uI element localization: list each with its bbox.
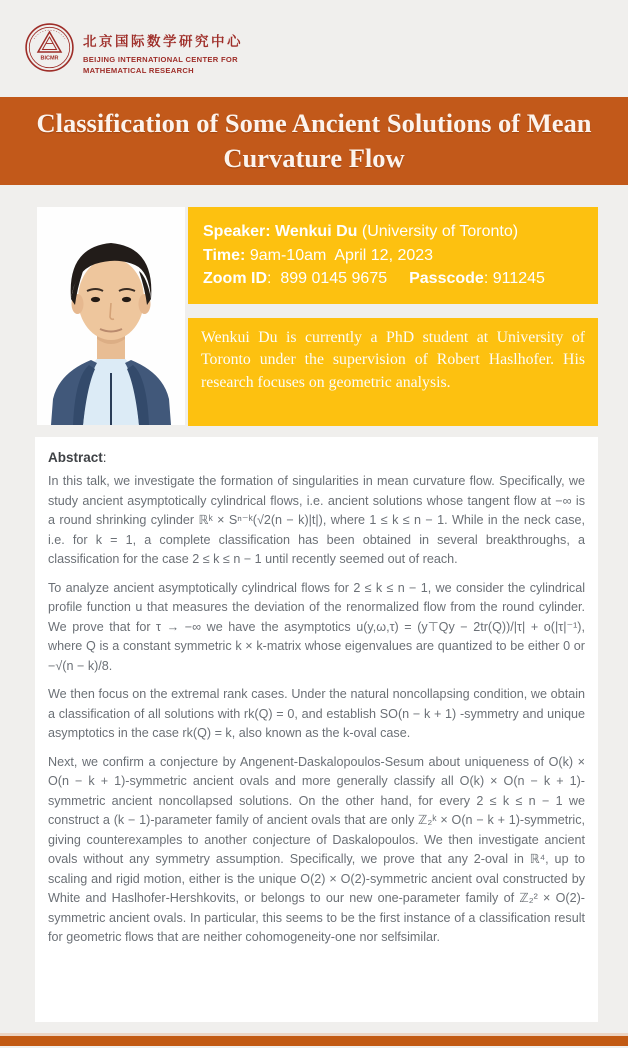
- passcode-label: Passcode: [409, 270, 484, 288]
- organization-name: [83, 30, 243, 76]
- logo-text: BICMR: [40, 55, 59, 62]
- org-name-english: [83, 54, 243, 76]
- zoom-id-value: : 899 0145 9675: [267, 270, 388, 288]
- org-name-chinese: 北京国际数学研究中心: [83, 34, 243, 50]
- talk-title: Classification of Some Ancient Solutions of Mean Curvature Flow: [36, 108, 592, 173]
- abstract-paragraph-3: We then focus on the extremal rank cases. Under the natural noncollapsing condition, we obtain a classification of all solutions with rk(Q) = 0, and establish SO(n − k + 1) -symmetry and unique asymptotics in the case rk(Q) = k, also known as the k-oval case.: [48, 687, 585, 741]
- abstract-heading: [48, 450, 585, 465]
- abstract-paragraph-4: Next, we confirm a conjecture by Angenent-Daskalopoulos-Sesum about uniqueness of O(k) × O(n − k + 1)-symmetric ancient ovals and more generally classify all O(k) × O(n − k + 1)-symmetric ancient noncollapsed solutions. On the other hand, for every 2 ≤ k ≤ n − 1 we construct a (k − 1)-parameter family of ancient ovals that are only ℤ₂ᵏ × O(n − k + 1)-symmetric, giving counterexamples to another conjecture of Daskalopoulos. We then investigate ancient ovals without any symmetry assumption. Specifically, we prove that any 2-oval in ℝ⁴, up to scaling and rigid motion, either is the unique O(2) × O(2)-symmetric ancient oval constructed by White and Haslhofer-Hershkovits, or belongs to our new one-parameter family of ℤ₂² × O(2)-symmetric ancient ovals. In particular, this seems to be the first instance of a classification result for geometric flows that are neither cohomogeneity-one nor selfsimilar.: [48, 754, 585, 945]
- abstract-section: [35, 437, 598, 1022]
- zoom-line: [203, 267, 583, 291]
- time-label: Time:: [203, 246, 246, 264]
- title-band: [0, 97, 628, 185]
- speaker-line: [203, 220, 583, 244]
- time-value: 9am-10am April 12, 2023: [245, 246, 434, 264]
- footer-orange-band: [0, 1036, 628, 1046]
- bicmr-seal-logo: [25, 23, 74, 72]
- speaker-label: Speaker: Wenkui Du: [203, 223, 358, 240]
- speaker-info-box: [188, 207, 598, 304]
- time-line: [203, 244, 583, 268]
- org-name-english-line2: MATHEMATICAL RESEARCH: [83, 66, 194, 75]
- speaker-bio-text: Wenkui Du is currently a PhD student at University of Toronto under the supervision of Robert Haslhofer. His research focuses on geometric analysis.: [201, 329, 585, 391]
- abstract-heading-colon: :: [102, 450, 107, 465]
- speaker-photo: [37, 207, 185, 425]
- abstract-heading-word: Abstract: [48, 450, 103, 465]
- header: [0, 0, 628, 97]
- speaker-portrait-illustration: [37, 207, 185, 425]
- org-name-english-line1: BEIJING INTERNATIONAL CENTER FOR: [83, 55, 238, 64]
- bicmr-seal-icon: [25, 23, 74, 72]
- passcode-value: : 911245: [483, 270, 545, 288]
- zoom-id-label: Zoom ID: [203, 270, 267, 288]
- speaker-bio-box: [188, 318, 598, 426]
- abstract-paragraph-1: In this talk, we investigate the formation of singularities in mean curvature flow. Specifically, we study ancient asymptotically cylindrical flows, i.e. ancient solutions whose tangent flow at −∞ is a round shrinking cylinder ℝᵏ × Sⁿ⁻ᵏ(√2(n − k)|t|), where 1 ≤ k ≤ n − 1. While in the neck case, i.e. for k = 1, a complete classification has been obtained in several breakthroughs, a classification for the case 2 ≤ k ≤ n − 1 until recently seemed out of reach.: [48, 474, 585, 567]
- speaker-affiliation: (University of Toronto): [357, 223, 519, 240]
- abstract-paragraph-2: To analyze ancient asymptotically cylindrical flows for 2 ≤ k ≤ n − 1, we consider the cylindrical profile function u that measures the deviation of the renormalized flow from the round cylinder. We prove that for τ → −∞ we have the asymptotics u(y,ω,τ) = (y⊤Qy − 2tr(Q))/|τ| + o(|τ|⁻¹), where Q is a constant symmetric k × k-matrix whose eigenvalues are quantized to be either 0 or −√(n − k)/8.: [48, 580, 585, 673]
